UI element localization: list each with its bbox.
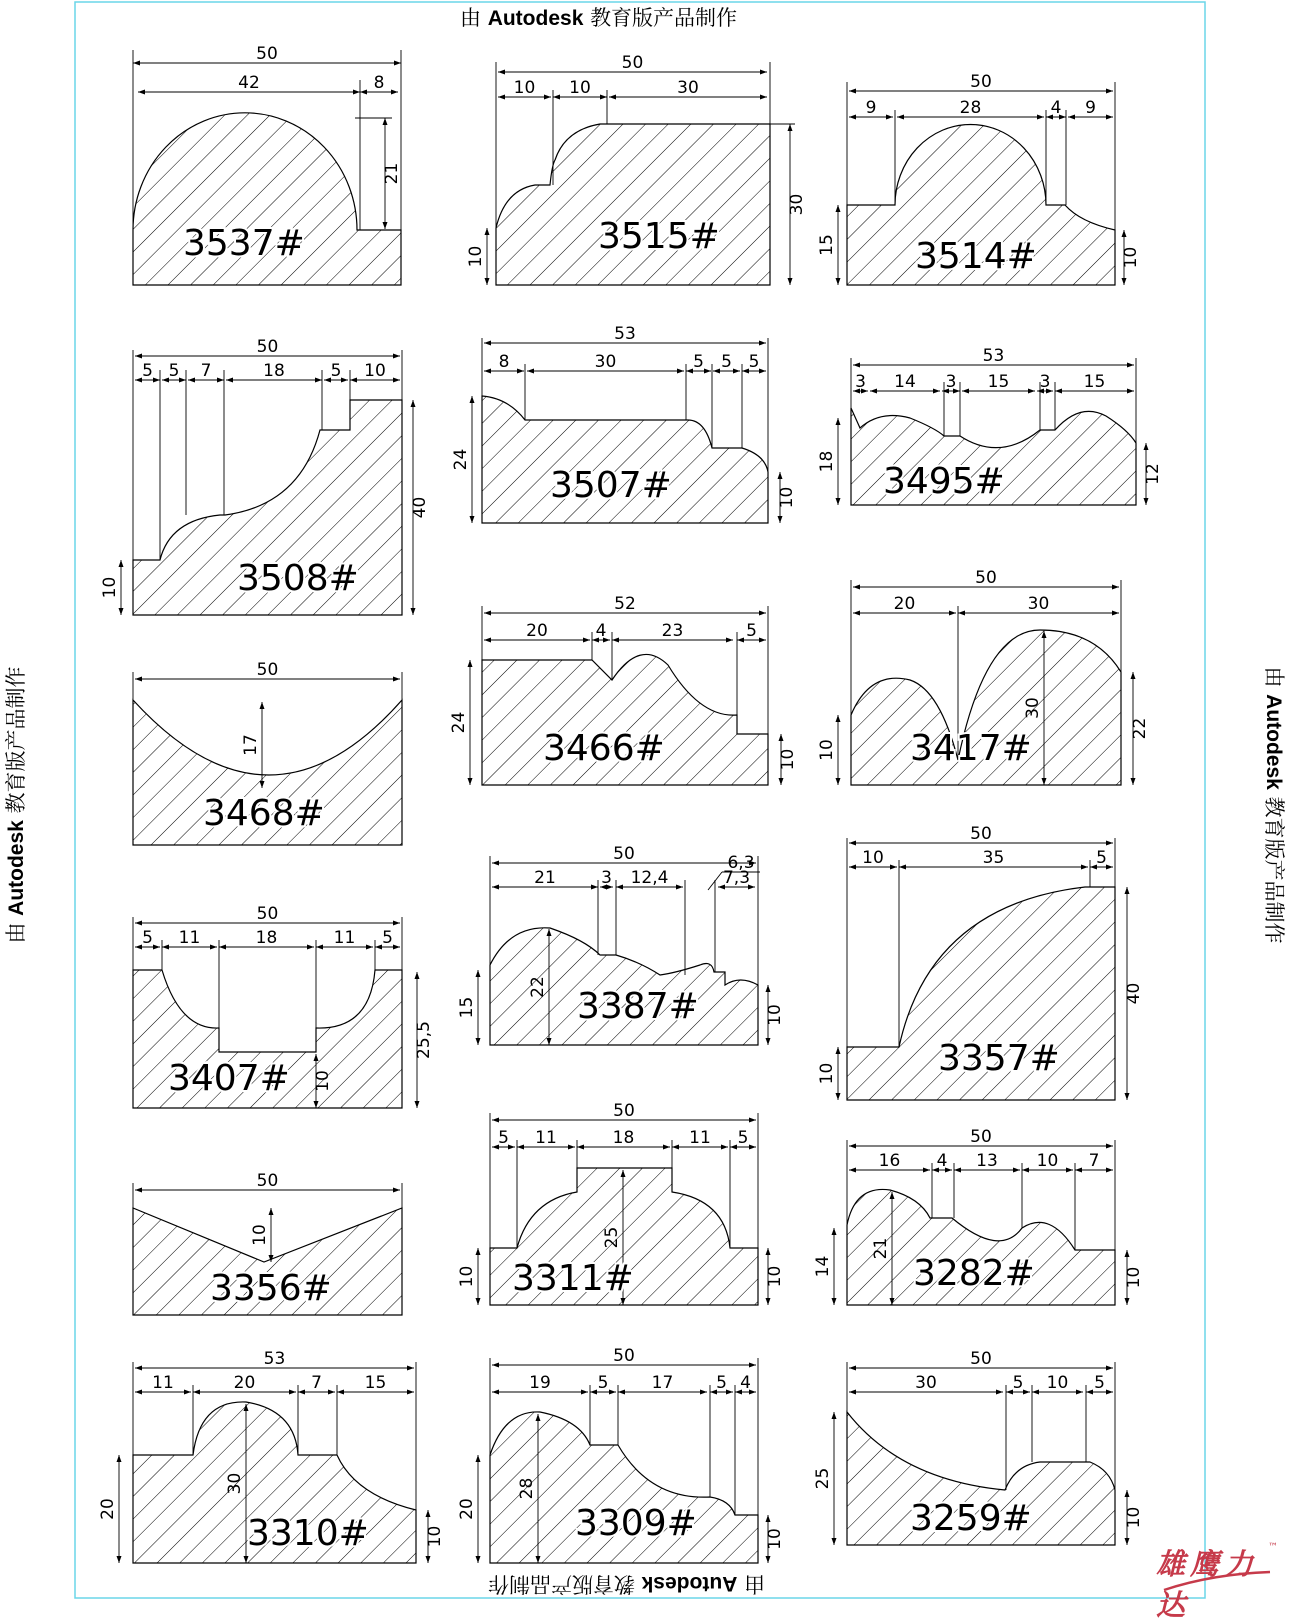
dimension-label: 9 — [1085, 98, 1096, 118]
profile-3466 — [449, 594, 798, 785]
dimension-label: 40 — [1124, 982, 1144, 1005]
trademark-mark: ™ — [1268, 1542, 1278, 1553]
dimension-label: 5 — [737, 1128, 749, 1148]
profile-label: 3282# — [913, 1253, 1035, 1294]
dimension-label: 10 — [100, 576, 120, 599]
dimension-label: 22 — [528, 976, 548, 998]
dimension-label: 30 — [594, 352, 617, 372]
profile-3309 — [457, 1346, 785, 1563]
dimension-label: 10 — [569, 78, 591, 98]
dimension-label: 5 — [693, 352, 704, 372]
dimension-label: 50 — [970, 824, 992, 844]
profile-3387 — [457, 844, 785, 1045]
dimension-label: 50 — [613, 1346, 635, 1366]
dimension-label: 42 — [238, 73, 260, 93]
dimension-label: 10 — [1046, 1373, 1069, 1393]
dimension-label: 5 — [746, 621, 757, 641]
dimension-label: 12 — [1143, 463, 1163, 485]
dimension-label: 30 — [915, 1373, 937, 1393]
dimension-label: 10 — [1124, 1266, 1144, 1289]
dimension-label: 24 — [449, 711, 469, 734]
profile-section — [496, 124, 770, 285]
profile-label: 3537# — [183, 223, 305, 264]
dimension-label: 20 — [526, 621, 548, 641]
dimension-label: 19 — [529, 1373, 551, 1393]
dimension-label: 5 — [168, 361, 180, 381]
dimension-label: 20 — [893, 594, 916, 614]
dimension-label: 15 — [987, 372, 1010, 392]
profile-3357 — [817, 824, 1144, 1100]
dimension-label: 15 — [457, 996, 477, 1019]
dimension-label: 10 — [250, 1224, 270, 1246]
dimension-label: 50 — [970, 72, 992, 92]
dimension-label: 10 — [778, 748, 798, 771]
dimension-label: 11 — [333, 928, 356, 948]
dimension-label: 5 — [716, 1373, 727, 1393]
dimension-label: 5 — [1094, 1373, 1105, 1393]
dimension-label: 7 — [1088, 1151, 1100, 1171]
dimension-label: 50 — [256, 660, 279, 680]
dimension-label: 10 — [862, 848, 884, 868]
profile-label: 3466# — [543, 728, 665, 769]
dimension-label: 24 — [451, 448, 471, 471]
dimension-label: 17 — [241, 734, 261, 756]
dimension-label: 3 — [1039, 372, 1051, 392]
dimension-label: 52 — [614, 594, 636, 614]
dimension-label: 50 — [256, 904, 279, 924]
dimension-label: 40 — [410, 496, 430, 519]
dimension-label: 10 — [513, 78, 536, 98]
profile-3417 — [817, 568, 1150, 785]
dimension-label: 10 — [777, 486, 797, 509]
dimension-label: 30 — [225, 1472, 245, 1495]
dimension-label: 10 — [364, 361, 386, 381]
dimension-label: 21 — [382, 162, 402, 185]
dimension-label: 18 — [612, 1128, 635, 1148]
dimension-label: 7 — [311, 1373, 322, 1393]
dimension-label: 8 — [498, 352, 510, 372]
dimension-label: 10 — [1036, 1151, 1059, 1171]
dimension-label: 8 — [373, 73, 385, 93]
dimension-label: 30 — [787, 193, 807, 216]
brand-logo-text: 雄鹰力达 — [1156, 1547, 1259, 1622]
profile-label: 3417# — [910, 728, 1032, 769]
dimension-label: 28 — [517, 1477, 537, 1500]
dimension-label: 17 — [651, 1373, 674, 1393]
dimension-label: 50 — [970, 1127, 992, 1147]
profile-label: 3387# — [577, 986, 699, 1027]
dimension-label: 28 — [959, 98, 982, 118]
dimension-label: 9 — [865, 98, 877, 118]
dimension-label: 10 — [817, 739, 837, 761]
profile-3356 — [133, 1171, 402, 1315]
profile-label: 3508# — [237, 558, 359, 599]
watermark-right: 由 Autodesk 教育版产品制作 — [1262, 666, 1286, 944]
dimension-label: 50 — [975, 568, 997, 588]
dimension-label: 50 — [256, 44, 278, 64]
dimension-label: 10 — [313, 1070, 333, 1092]
dimension-label: 10 — [817, 1062, 837, 1085]
dimension-label: 5 — [597, 1373, 609, 1393]
profile-3495 — [817, 346, 1163, 505]
dimension-label: 11 — [152, 1373, 174, 1393]
dimension-label: 25 — [602, 1226, 622, 1249]
profile-label: 3309# — [575, 1503, 697, 1544]
dimension-label: 30 — [1027, 594, 1050, 614]
profile-label: 3407# — [168, 1058, 290, 1099]
profile-label: 3515# — [598, 216, 720, 257]
dimension-label: 5 — [330, 361, 342, 381]
profile-label: 3311# — [512, 1258, 634, 1299]
profile-label: 3468# — [203, 793, 325, 834]
dimension-label: 30 — [1023, 697, 1043, 719]
dimension-label: 10 — [466, 245, 486, 268]
dimension-label: 53 — [982, 346, 1005, 366]
dimension-label: 21 — [534, 868, 556, 888]
dimension-label: 3 — [601, 868, 612, 888]
dimension-label: 35 — [982, 848, 1005, 868]
dimension-label: 5 — [142, 928, 153, 948]
dimension-label: 50 — [256, 337, 279, 357]
dimension-label: 25,5 — [414, 1021, 434, 1059]
dimension-label: 10 — [765, 1265, 785, 1288]
dimension-label: 15 — [817, 234, 837, 256]
dimension-label: 50 — [613, 1101, 635, 1121]
dimension-label: 10 — [457, 1265, 477, 1288]
dimension-label: 25 — [813, 1467, 833, 1490]
profile-3311 — [457, 1101, 785, 1305]
dimension-label: 3 — [945, 372, 957, 392]
dimension-label: 5 — [498, 1128, 509, 1148]
profile-3514 — [817, 72, 1141, 285]
dimension-label: 50 — [621, 53, 644, 73]
dimension-label: 11 — [689, 1128, 711, 1148]
dimension-label: 5 — [1012, 1373, 1024, 1393]
dimension-label: 14 — [813, 1255, 833, 1278]
dimension-label: 50 — [970, 1349, 992, 1369]
dimension-label: 53 — [263, 1349, 286, 1369]
dimension-label: 10 — [765, 1528, 785, 1550]
profile-label: 3357# — [938, 1038, 1060, 1079]
profile-3407 — [133, 904, 434, 1108]
brand-logo — [1156, 1542, 1280, 1622]
dimension-label: 10 — [425, 1525, 445, 1548]
profile-3537 — [133, 44, 402, 285]
dimension-label: 4 — [740, 1373, 751, 1393]
dimension-label: 11 — [178, 928, 201, 948]
dimension-label: 5 — [142, 361, 153, 381]
dimension-label: 20 — [457, 1498, 477, 1520]
dimension-label: 7 — [200, 361, 212, 381]
dimension-label: 6,3 — [727, 853, 755, 873]
dimension-label: 4 — [1050, 98, 1062, 118]
dimension-label: 16 — [878, 1151, 901, 1171]
dimension-label: 4 — [936, 1151, 948, 1171]
profile-label: 3259# — [910, 1498, 1032, 1539]
dimension-label: 14 — [894, 372, 916, 392]
profile-3282 — [813, 1127, 1144, 1305]
profile-3515 — [466, 53, 807, 285]
dimension-label: 7,3 — [722, 868, 751, 888]
profile-3508 — [100, 337, 430, 615]
dimension-label: 5 — [382, 928, 393, 948]
dimension-label: 11 — [535, 1128, 557, 1148]
dimension-label: 10 — [1124, 1506, 1144, 1529]
dimension-label: 20 — [98, 1498, 118, 1520]
profile-label: 3507# — [550, 465, 672, 506]
watermark-left: 由 Autodesk 教育版产品制作 — [4, 666, 28, 944]
profile-3259 — [813, 1349, 1144, 1545]
dimension-label: 12,4 — [630, 868, 669, 888]
dimension-label: 23 — [661, 621, 684, 641]
dimension-label: 3 — [855, 372, 866, 392]
profile-label: 3495# — [883, 461, 1005, 502]
brand-swoosh-icon — [1162, 1568, 1272, 1596]
dimension-label: 21 — [871, 1237, 891, 1260]
dimension-label: 5 — [1096, 848, 1107, 868]
dimension-label: 18 — [263, 361, 285, 381]
watermark-top: 由 Autodesk 教育版产品制作 — [460, 6, 738, 30]
dimension-label: 4 — [595, 621, 607, 641]
dimension-label: 50 — [613, 844, 635, 864]
dimension-label: 13 — [976, 1151, 998, 1171]
dimension-label: 18 — [817, 450, 837, 473]
dimension-label: 30 — [677, 78, 699, 98]
profile-label: 3514# — [915, 236, 1037, 277]
dimension-label: 53 — [614, 324, 636, 344]
profile-label: 3310# — [247, 1513, 369, 1554]
dimension-label: 10 — [765, 1004, 785, 1026]
dimension-label: 20 — [233, 1373, 256, 1393]
profile-3468 — [133, 660, 402, 845]
profile-3310 — [98, 1349, 445, 1563]
dimension-label: 22 — [1130, 717, 1150, 740]
dimension-label: 5 — [748, 352, 760, 372]
dimension-label: 15 — [1083, 372, 1106, 392]
dimension-label: 10 — [1121, 246, 1141, 269]
dimension-label: 18 — [255, 928, 278, 948]
dimension-label: 15 — [364, 1373, 387, 1393]
dimension-label: 5 — [721, 352, 732, 372]
watermark-bottom: 由 Autodesk 教育版产品制作 — [488, 1572, 766, 1596]
profile-label: 3356# — [210, 1268, 332, 1309]
dimension-label: 50 — [256, 1171, 279, 1191]
profile-3507 — [451, 324, 797, 523]
